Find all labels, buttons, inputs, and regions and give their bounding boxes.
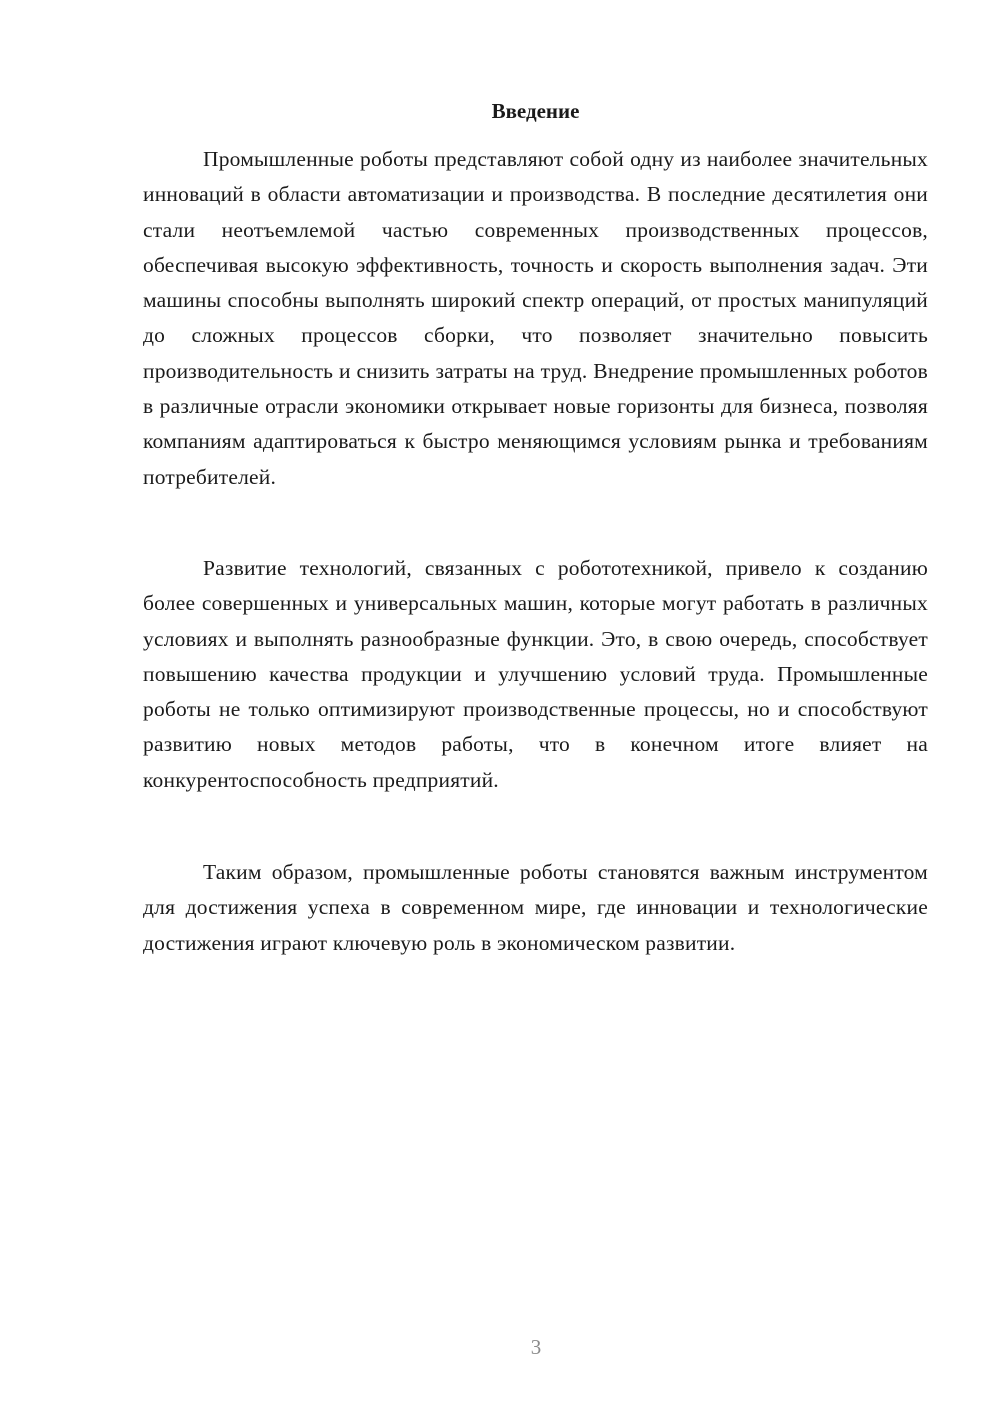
paragraph-1: Промышленные роботы представляют собой одну из наиболее значительных инноваций в области автоматизации и производства. В последние десятилетия они стали неотъемлемой частью современных производственных процессов, обеспечивая высокую эффективность, точность и скорость выполнения задач. Эти машины способны выполнять широкий спектр операций, от простых манипуляций до сложных процессов сборки, что позволяет значительно повысить производительность и снизить затраты на труд. Внедрение промышленных роботов в различные отрасли экономики открывает новые горизонты для бизнеса, позволяя компаниям адаптироваться к быстро меняющимся условиям рынка и требованиям потребителей. bbox=[143, 147, 928, 489]
section-heading: Введение bbox=[491, 99, 580, 123]
paragraph-2: Развитие технологий, связанных с робототехникой, привело к созданию более совершенных и универсальных машин, которые могут работать в различных условиях и выполнять разнообразные функции. Это, в свою очередь, способствует повышению качества продукции и улучшению условий труда. Промышленные роботы не только оптимизируют производственные процессы, но и способствуют развитию новых методов работы, что в конечном итоге влияет на конкурентоспособность предприятий. bbox=[143, 556, 928, 792]
paragraph-3: Таким образом, промышленные роботы становятся важным инструментом для достижения успеха в современном мире, где инновации и технологические достижения играют ключевую роль в экономическом развитии. bbox=[143, 860, 928, 955]
page-number: 3 bbox=[530, 1335, 542, 1359]
